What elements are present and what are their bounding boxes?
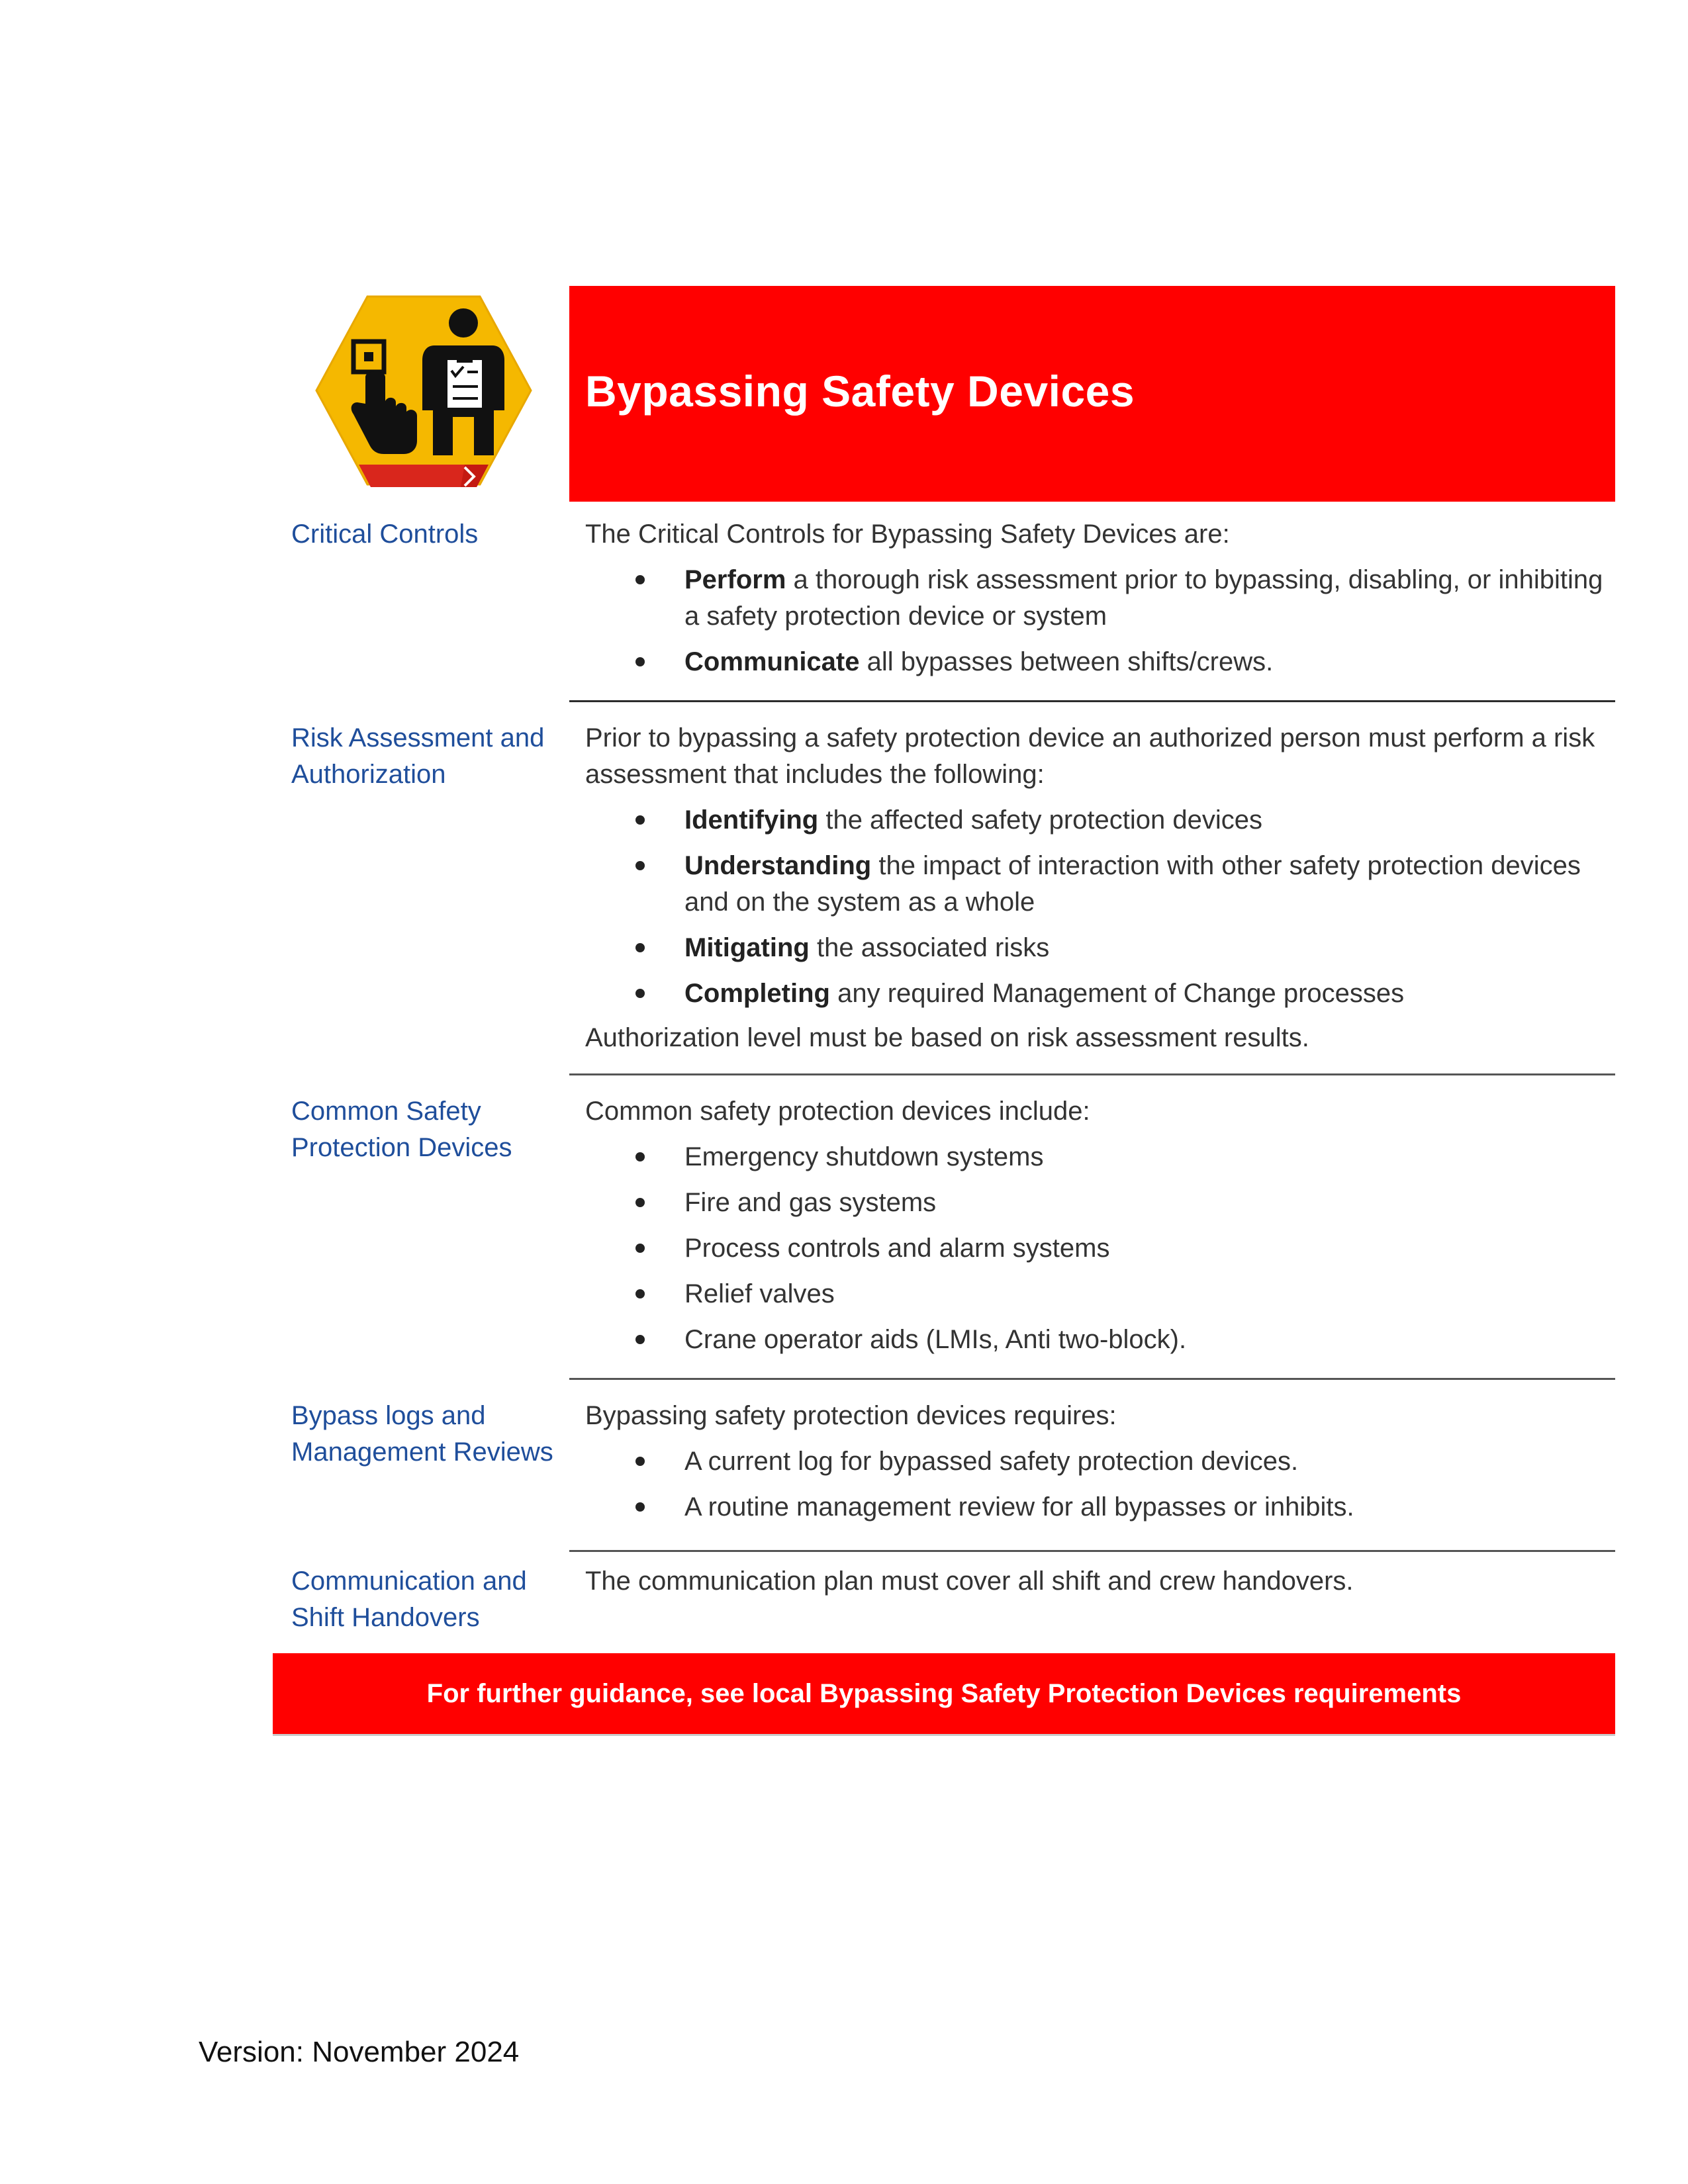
bullet-icon [635,943,645,952]
bullet-icon [635,1502,645,1512]
bullet-icon [635,1457,645,1466]
bullet-icon [635,657,645,666]
section-divider [569,700,1615,702]
bullet-list [585,1139,1605,1358]
section-intro: The communication plan must cover all shift and crew handovers. [585,1567,1354,1596]
bullet-list [585,802,1605,1012]
list-item: Process controls and alarm systems [585,1230,1605,1267]
bullet-icon [635,1198,645,1207]
bullet-list [585,1443,1605,1525]
list-item: Relief valves [585,1276,1605,1312]
section-label: Critical Controls [291,520,479,549]
bullet-list [585,562,1605,680]
list-item: Completing any required Management of Change processes [585,976,1605,1012]
section-divider [569,1378,1615,1380]
bullet-icon [635,1289,645,1298]
bypass-safety-hexagon-icon [311,291,536,490]
section-intro: The Critical Controls for Bypassing Safety Devices are: [585,520,1230,549]
list-item: Emergency shutdown systems [585,1139,1605,1175]
footer-guidance-text: For further guidance, see local Bypassing Safety Protection Devices requirements [426,1678,1462,1708]
section-label: Risk Assessment and Authorization [291,723,545,789]
section-content [585,1563,1605,1600]
bullet-icon [635,861,645,870]
section-divider [569,1550,1615,1552]
list-item: Communicate all bypasses between shifts/crews. [585,644,1605,680]
section-intro: Bypassing safety protection devices requires: [585,1401,1117,1430]
list-item: Fire and gas systems [585,1185,1605,1221]
list-item: Perform a thorough risk assessment prior to bypassing, disabling, or inhibiting a safety protection device or system [585,562,1605,635]
list-item: A routine management review for all bypasses or inhibits. [585,1489,1605,1525]
bullet-icon [635,1335,645,1344]
bullet-icon [635,989,645,998]
bullet-icon [635,815,645,825]
bullet-icon [635,1152,645,1161]
list-item: Crane operator aids (LMIs, Anti two-block). [585,1322,1605,1358]
header-banner [569,286,1615,502]
list-item: Mitigating the associated risks [585,930,1605,966]
section-label: Communication and Shift Handovers [291,1567,527,1632]
section-content [585,1398,1605,1525]
section-content [585,516,1605,680]
page-title: Bypassing Safety Devices [585,367,1135,416]
section-intro: Prior to bypassing a safety protection device an authorized person must perform a risk assessment that includes the following: [585,723,1595,789]
section-outro: Authorization level must be based on risk assessment results. [585,1023,1309,1052]
section-intro: Common safety protection devices include: [585,1097,1090,1126]
section-label: Common Safety Protection Devices [291,1097,512,1162]
section-content [585,1093,1605,1358]
section-label: Bypass logs and Management Reviews [291,1401,553,1467]
section-divider [569,1073,1615,1075]
section-content [585,720,1605,1056]
bullet-icon [635,575,645,584]
list-item: Identifying the affected safety protection devices [585,802,1605,839]
version-label: Version: November 2024 [199,2036,520,2068]
list-item: A current log for bypassed safety protection devices. [585,1443,1605,1480]
list-item: Understanding the impact of interaction with other safety protection devices and on the system as a whole [585,848,1605,921]
footer-banner [273,1653,1615,1736]
bullet-icon [635,1244,645,1253]
